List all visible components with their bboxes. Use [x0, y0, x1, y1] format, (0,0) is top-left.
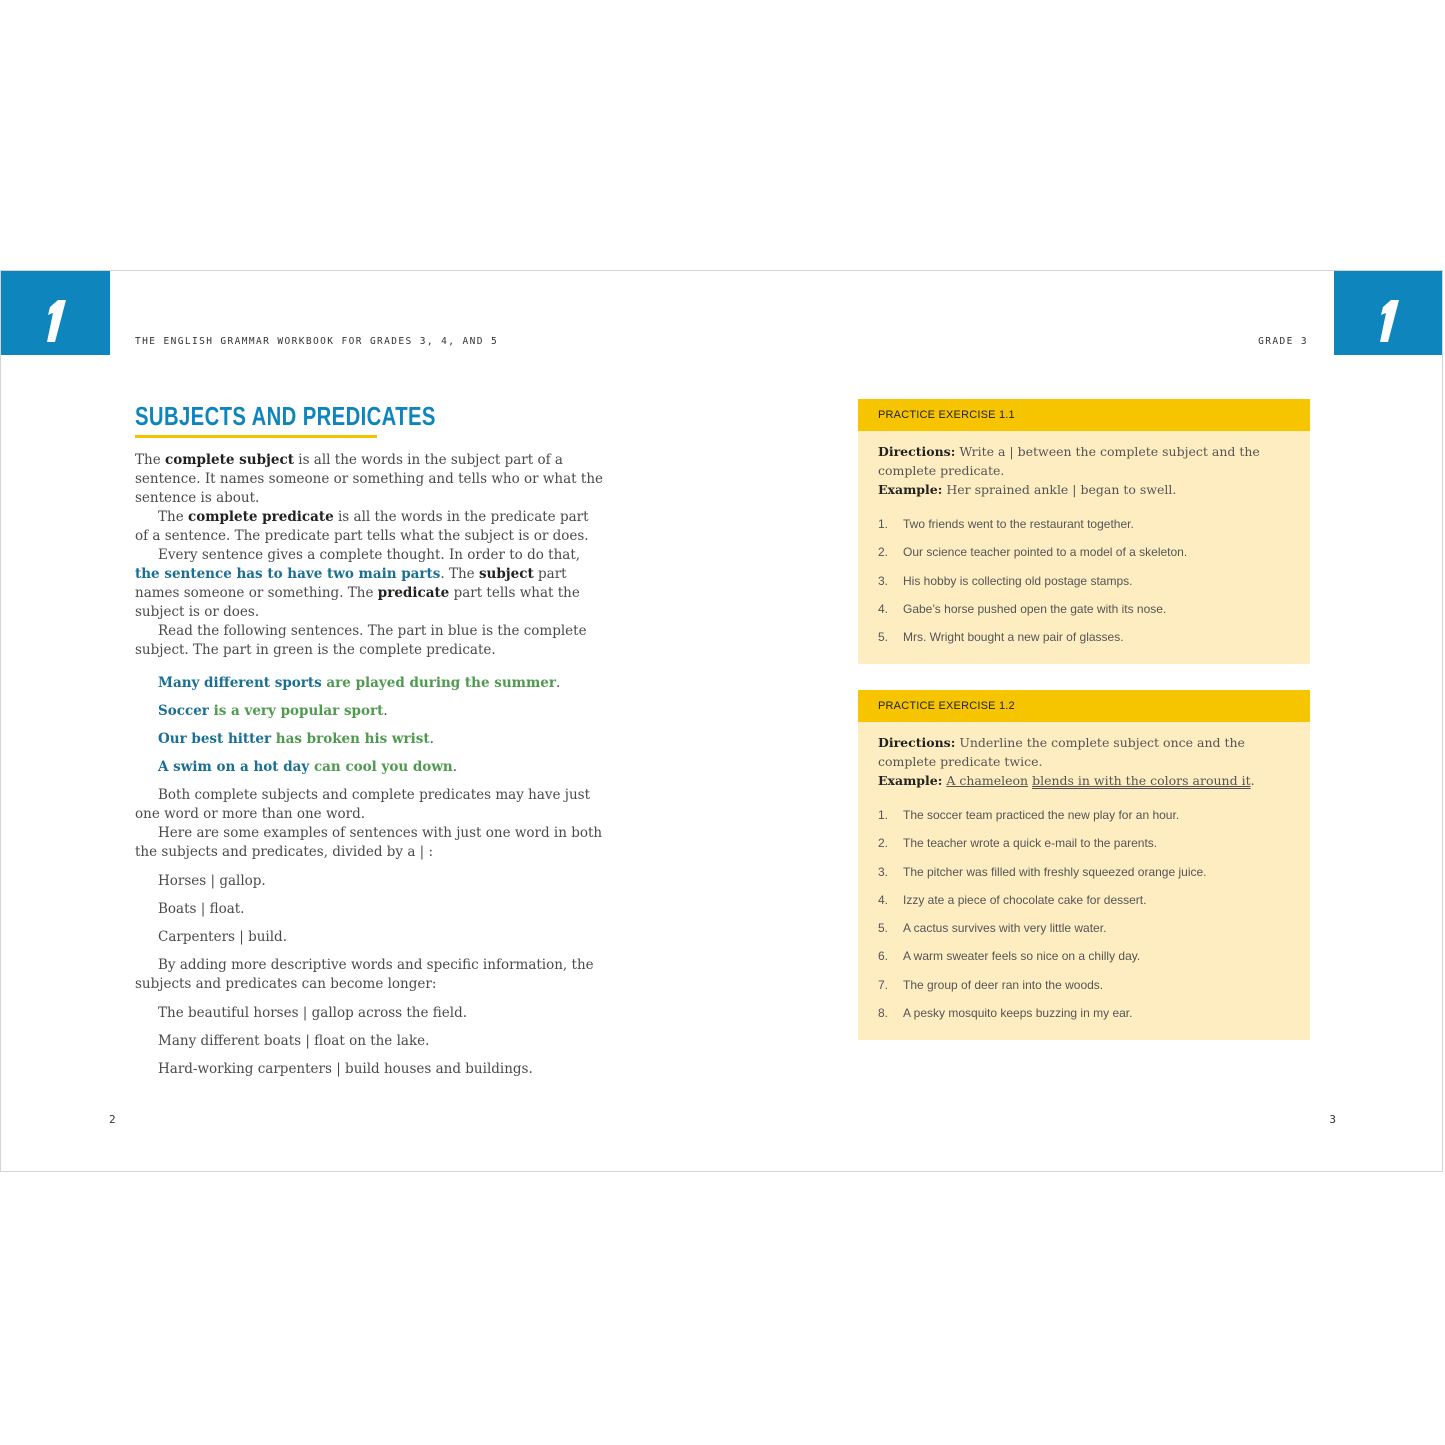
exercise-example: Example: A chameleon blends in with the colors around it. — [878, 773, 1255, 788]
page-number-right: 3 — [1329, 1113, 1336, 1126]
page-number-left: 2 — [109, 1113, 116, 1126]
exercise-item: 2. Our science teacher pointed to a model of a skeleton. — [878, 545, 1188, 560]
practice-exercise-1-1 — [858, 399, 1310, 664]
exercise-item: 4. Gabe’s horse pushed open the gate with its nose. — [878, 601, 1167, 616]
exercise-item: 4. Izzy ate a piece of chocolate cake for dessert. — [878, 892, 1147, 907]
paragraph-longer: By adding more descriptive words and specific information, the subjects and predicates can become longer: — [135, 957, 594, 992]
exercise-item: 2. The teacher wrote a quick e-mail to the parents. — [878, 836, 1158, 851]
exercise-example: Example: Her sprained ankle | began to swell. — [878, 482, 1177, 497]
exercise-directions: Directions: Write a | between the complete subject and the complete predicate. — [878, 444, 1260, 478]
chapter-tab-right — [1334, 271, 1442, 355]
chapter-tab-left — [1, 271, 110, 355]
lesson-title: SUBJECTS AND PREDICATES — [135, 401, 436, 431]
exercise-item: 3. His hobby is collecting old postage stamps. — [878, 573, 1133, 588]
exercise-item: 1. The soccer team practiced the new play for an hour. — [878, 808, 1180, 822]
practice-exercise-1-2 — [858, 690, 1310, 1040]
exercise-item: 1. Two friends went to the restaurant together. — [878, 517, 1134, 531]
long-example: Hard-working carpenters | build houses and buildings. — [158, 1061, 533, 1077]
long-example: Many different boats | float on the lake. — [158, 1033, 430, 1049]
example-sentence: Our best hitter has broken his wrist. — [158, 731, 434, 747]
paragraph-one-word: Both complete subjects and complete predicates may have just one word or more than one word. — [135, 787, 591, 822]
paragraph-read-sentences: Read the following sentences. The part in blue is the complete subject. The part in green is the complete predicate. — [135, 623, 587, 658]
short-example: Horses | gallop. — [158, 873, 266, 889]
exercise-title: PRACTICE EXERCISE 1.1 — [858, 399, 1310, 431]
exercise-item: 5. Mrs. Wright bought a new pair of glasses. — [878, 630, 1124, 645]
paragraph-complete-predicate: The complete predicate is all the words in the predicate part of a sentence. The predicate part tells what the subject is or does. — [135, 509, 589, 544]
exercise-item: 3. The pitcher was filled with freshly squeezed orange juice. — [878, 864, 1207, 879]
exercise-title: PRACTICE EXERCISE 1.2 — [858, 690, 1310, 722]
example-sentence: A swim on a hot day can cool you down. — [158, 759, 458, 775]
paragraph-short-examples: Here are some examples of sentences with just one word in both the subjects and predicates, divided by a | : — [135, 825, 603, 860]
lesson-body — [135, 451, 605, 1083]
exercise-item: 5. A cactus survives with very little water. — [878, 921, 1107, 936]
long-example: The beautiful horses | gallop across the field. — [158, 1005, 468, 1021]
chapter-1-numeral-icon — [41, 297, 71, 345]
short-example: Carpenters | build. — [158, 929, 287, 945]
paragraph-two-parts: Every sentence gives a complete thought. In order to do that, the sentence has to have two main parts. The subject part names someone or something. The predicate part tells what the subject is or does. — [135, 547, 581, 620]
paragraph-complete-subject: The complete subject is all the words in the subject part of a sentence. It names someone or something and tells who or what the sentence is about. — [135, 452, 603, 506]
example-sentence: Many different sports are played during the summer. — [158, 675, 561, 691]
running-head-right: GRADE 3 — [1258, 336, 1308, 347]
exercise-item: 8. A pesky mosquito keeps buzzing in my ear. — [878, 1006, 1133, 1021]
chapter-1-numeral-icon — [1374, 297, 1404, 345]
example-sentence: Soccer is a very popular sport. — [158, 703, 388, 719]
exercise-item: 6. A warm sweater feels so nice on a chilly day. — [878, 949, 1141, 964]
exercise-item: 7. The group of deer ran into the woods. — [878, 977, 1104, 992]
exercise-directions: Directions: Underline the complete subject once and the complete predicate twice. — [878, 735, 1245, 769]
title-underline — [135, 435, 377, 438]
exercise-item-list — [878, 517, 1290, 658]
running-head-left: THE ENGLISH GRAMMAR WORKBOOK FOR GRADES 3, 4, AND 5 — [135, 336, 499, 347]
book-spread — [0, 270, 1443, 1172]
exercise-item-list — [878, 808, 1290, 1034]
short-example: Boats | float. — [158, 901, 245, 917]
